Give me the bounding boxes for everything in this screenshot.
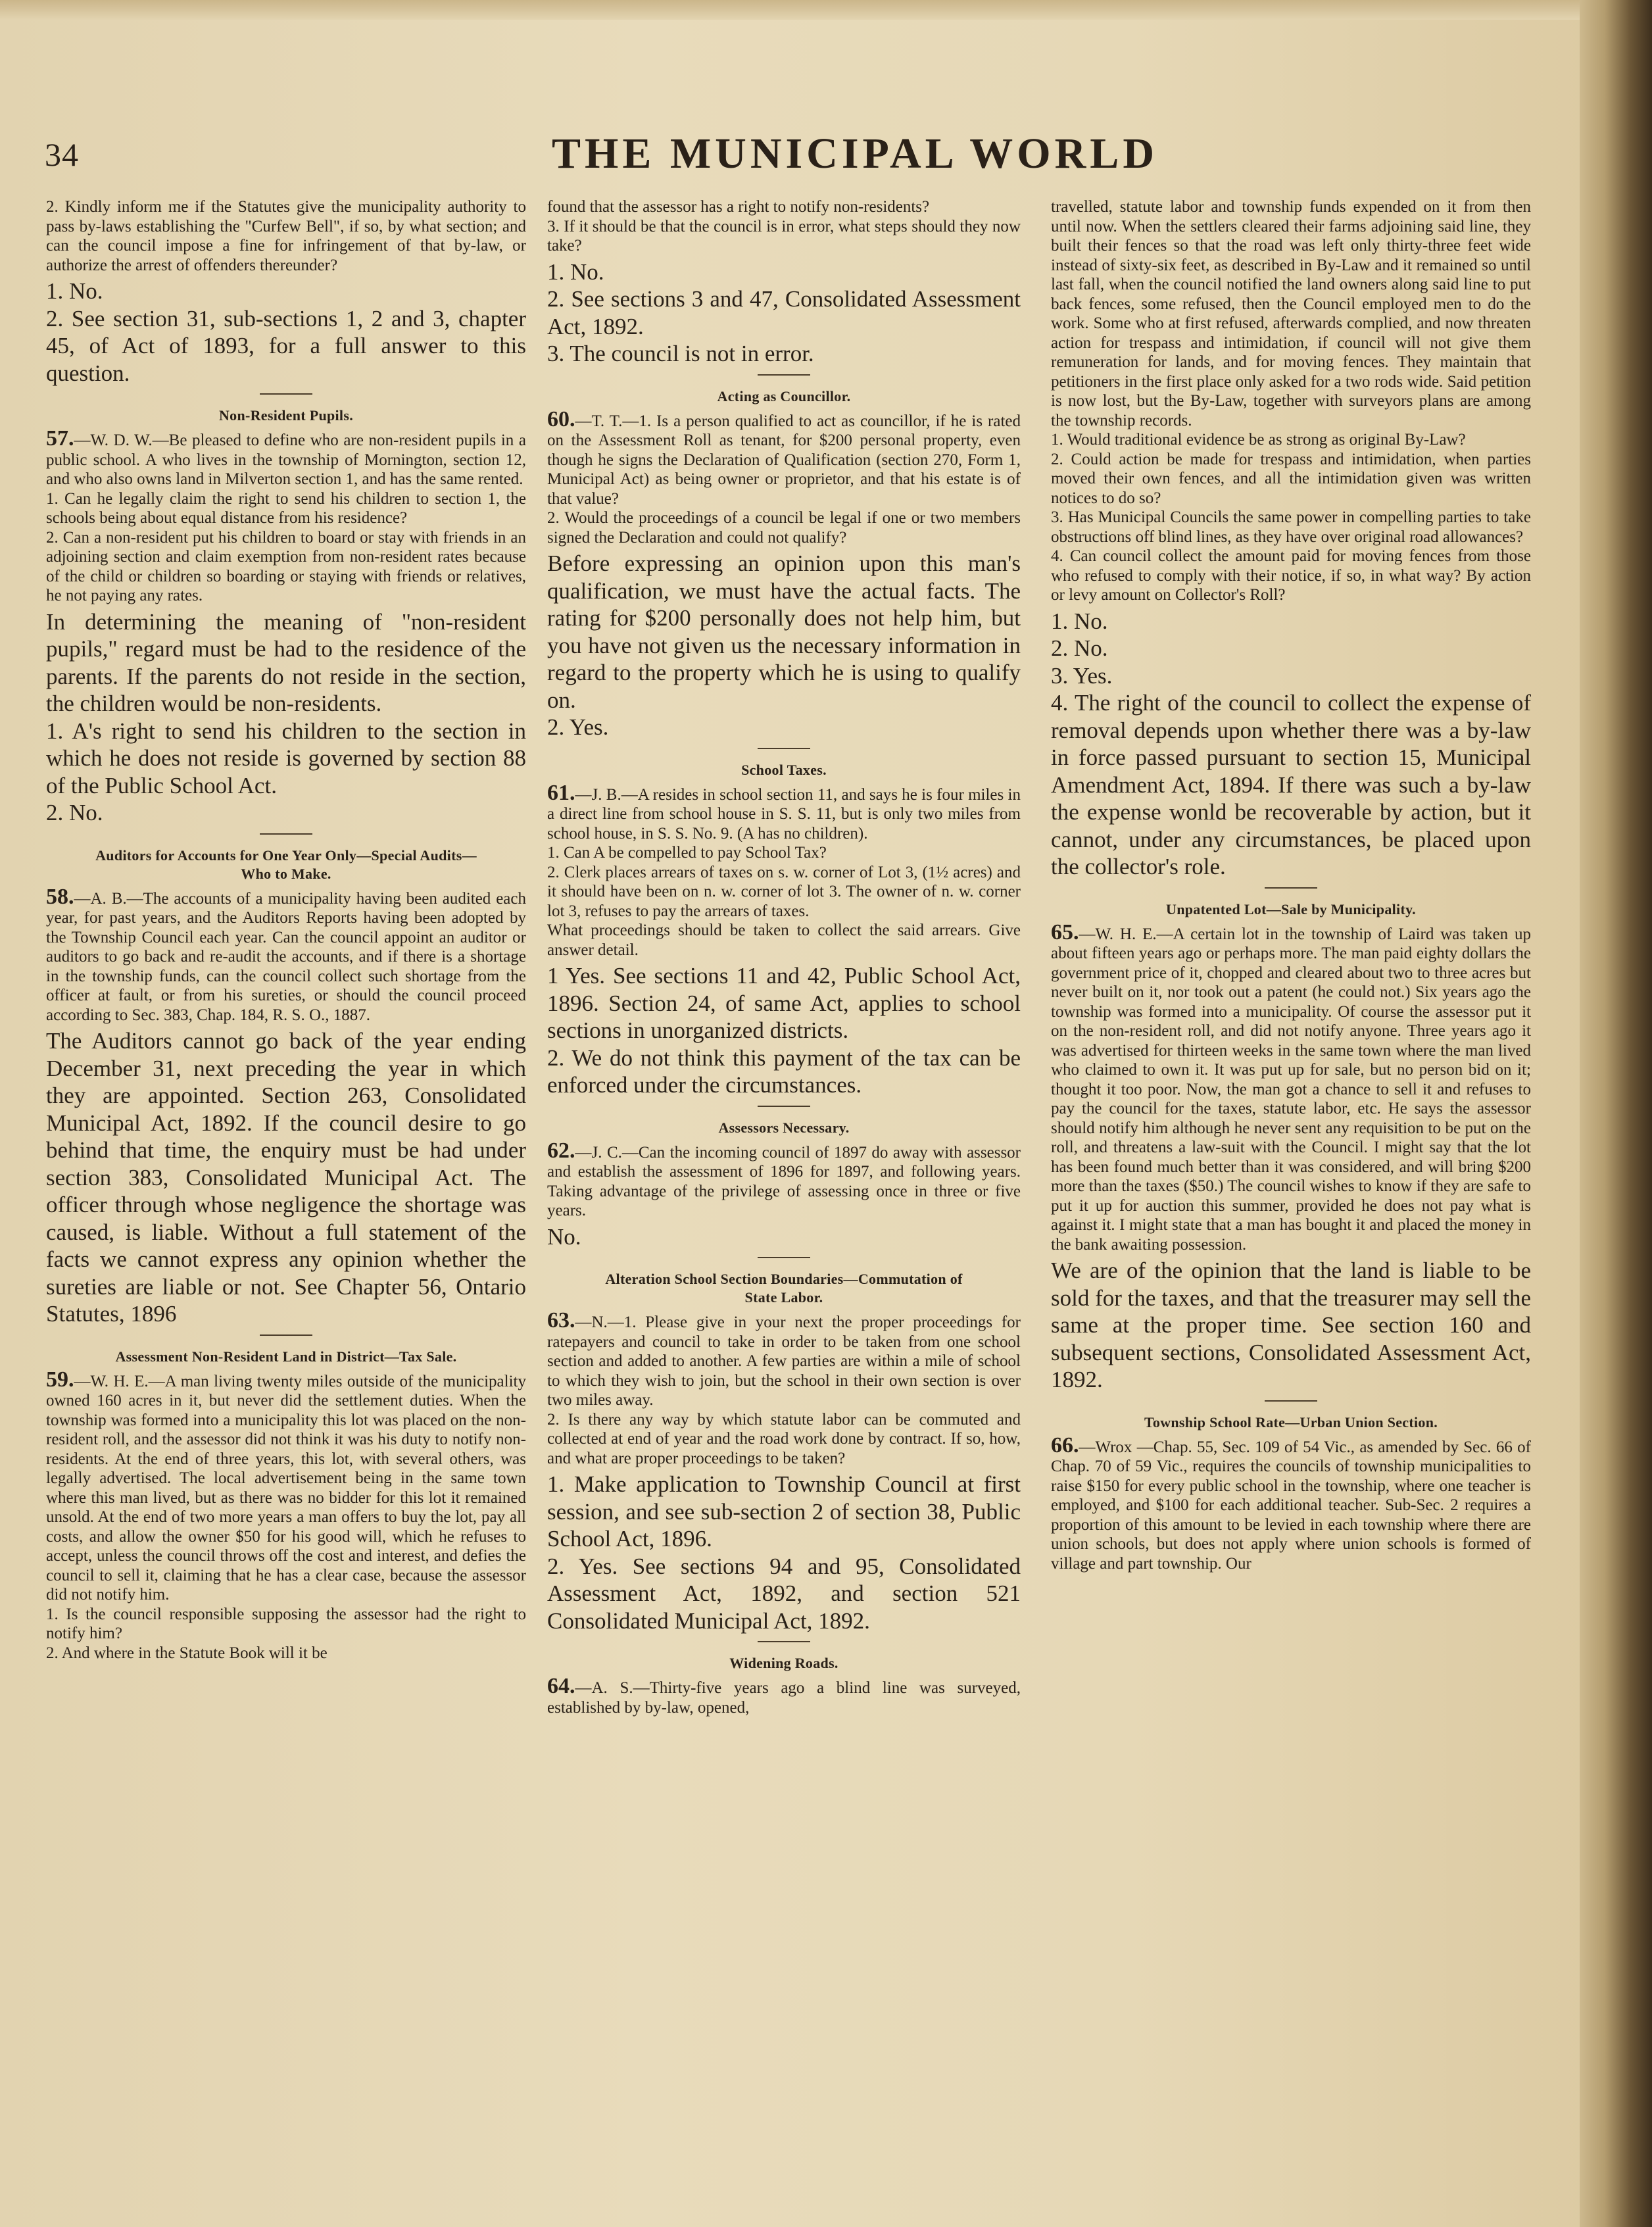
question-text (46, 426, 526, 606)
paragraph-body: —W. D. W.—Be pleased to define who are non-resident pupils in a public school. A who lives in the township of Mornington, section 12, and who also owns land in Milverton section 1, and has the same rented. 1. Can he legally claim the right to send his children to section 1, the schools being about equal distance from his residence? 2. Can a non-resident put his children to board or stay with friends in an adjoining section and claim exemption from non-resident rates because of the child or children so boarding or staying with friends or relatives, he not paying any rates. (46, 431, 526, 604)
answer-text (46, 1027, 526, 1328)
paragraph-body: —J. C.—Can the incoming council of 1897 do away with assessor and establish the assessment of 1896 for 1897, and following years. Taking advantage of the privilege of assessing once in three or five years. (547, 1143, 1021, 1219)
section-heading: Auditors for Accounts for One Year Only—Special Audits— Who to Make. (95, 846, 477, 882)
question-text (547, 406, 1021, 548)
paragraph-body: —W. H. E.—A certain lot in the township of Laird was taken up about fifteen years ago or perhaps more. The man paid eighty dollars the government price of it, chopped and cleared about two to three acres but never built on it, nor took out a patent (he could not.) Six years ago the township was formed into a municipality. Of course the assessor put it on the non-resident roll, and did not notify anyone. Three years ago it was advertised for thirteen weeks in the same town where the man lived who claimed to own it. It was put up for sale, but no person bid on it; thought it too poor. Now, the man got a chance to sell it and refuses to pay the council for the taxes, statute labor, etc. He says the assessor should notify him although he never sent any requisition to be put on the roll, and threatens a law-suit with the Council. I might say that the lot has been found much better than it was considered, and will bring $200 more than the taxes ($50.) The council wishes to know if they are safe to put it up for auction this summer, provided he does not pay what is against it. I might state that a man has bought it and placed the money in the bank awaiting possession. (1051, 925, 1531, 1254)
paragraph-body: —J. B.—A resides in school section 11, and says he is four miles in a direct line from school house in S. S. 11, but is only two miles from school house, in S. S. No. 9. (A has no children). 1. Can A be compelled to pay School Tax? 2. Clerk places arrears of taxes on s. w. corner of Lot 3, (1½ acres) and it should have been on n. w. corner of lot 3. The owner of n. w. corner lot 3, refuses to pay the arrears of taxes. What proceedings should be taken to collect the said arrears. Give answer detail. (547, 785, 1021, 959)
answer-text (1051, 1257, 1531, 1394)
paragraph-body: The Auditors cannot go back of the year ending December 31, next preceding the year in which they are appointed. Section 263, Consolidated Municipal Act, 1892. If the council desire to go behind that time, the enquiry must be had under section 383, Consolidated Municipal Act. The officer through whose negligence the shortage was caused, is liable. Without a full statement of the facts we cannot express any opinion whether the sureties are liable or not. See Chapter 56, Ontario Statutes, 1896 (46, 1028, 526, 1327)
section-heading: Widening Roads. (729, 1655, 838, 1671)
question-number: 58. (46, 884, 74, 909)
question-text (547, 1676, 1021, 1717)
paragraph-body: found that the assessor has a right to notify non-residents? 3. If it should be that the council is in error, what steps should they now take? (547, 198, 1021, 255)
question-text (46, 884, 526, 1025)
paragraph-body: —T. T.—1. Is a person qualified to act as councillor, if he is rated on the Assessment Roll as tenant, for $200 personal property, even though he signs the Declaration of Qualification (section 270, Form 1, Municipal Act) as being owner or proprietor, and that his estate is of that value? 2. Would the proceedings of a council be legal if one or two members signed the Declaration and could not qualify? (547, 412, 1021, 547)
column-right (1051, 197, 1531, 2197)
answer-text (1051, 608, 1531, 881)
section-divider (758, 748, 810, 749)
paragraph-body: 1. No. 2. No. 3. Yes. 4. The right of the council to collect the expense of removal depends upon whether there was a by-law in force passed pursuant to section 15, Municipal Amendment Act, 1894. If there was such a by-law the expense wonld be recoverable by action, but it cannot, under any circumstances, be placed upon the collector's role. (1051, 608, 1531, 879)
paragraph-body: travelled, statute labor and township funds expended on it from then until now. When the settlers cleared their farms adjoining said line, they built their fences so that the road was left only thirty-three feet wide instead of sixty-six feet, as described in By-Law and it remained so until last fall, when the council notified the land owners along said line to put back fences, some refused, then the Council employed men to do the work. Some who at first refused, afterwards complied, and now threaten action for trespass and intimidation, if council will not give them remuneration for lands, and for moving fences. They maintain that petitioners in the first place only asked for a two rods wide. Said petition is now lost, but the By-Law, together with surveyors plans are among the township records. 1. Would traditional evidence be as strong as original By-Law? 2. Could action be made for trespass and intimidation, when parties moved their own fences, and all the intimidation given was written notices to do so? 3. Has Municipal Councils the same power in compelling parties to take obstructions off blind lines, as they have over original road allowances? 4. Can council collect the amount paid for moving fences from those who refused to comply with their notice, if so, in what way? By action or levy amount on Collector's Roll? (1051, 198, 1531, 604)
paragraph-body: We are of the opinion that the land is liable to be sold for the taxes, and that the treasurer may sell the same at the proper time. See section 160 and subsequent sections, Consolidated Assessment Act, 1892. (1051, 1258, 1531, 1392)
section-divider (758, 1257, 810, 1258)
paragraph-body: —N.—1. Please give in your next the proper proceedings for ratepayers and council to take in order to be taken from one school section and added to another. A few parties are within a mile of school to which they wish to join, but the school in their own section is over two miles away. 2. Is there any way by which statute labor can be commuted and collected at end of year and the road work done by contract. If so, how, and what are proper proceedings to be taken? (547, 1313, 1021, 1467)
section-heading: Non-Resident Pupils. (218, 407, 354, 424)
question-text (547, 780, 1021, 960)
question-number: 57. (46, 426, 74, 451)
question-text (46, 1367, 526, 1663)
question-text (547, 197, 1021, 256)
paragraph-body: —Wrox —Chap. 55, Sec. 109 of 54 Vic., as amended by Sec. 66 of Chap. 70 of 59 Vic., requires the councils of township municipalities to raise $150 for every public school in the township, where one teacher is employed, and $100 for each additional teacher. Sub-Sec. 2 requires a proportion of this amount to be levied in each township where there are union schools, but does not apply where union schools is formed of village and part township. Our (1051, 1438, 1531, 1573)
answer-text (46, 608, 526, 827)
question-text (46, 197, 526, 275)
section-divider (260, 833, 312, 835)
paragraph-body: In determining the meaning of "non-resident pupils," regard must be had to the residence of the parents. If the parents do not reside in the section, the children would be non-residents. 1. A's right to send his children to the section in which he does not reside is governed by section 88 of the Public School Act. 2. No. (46, 608, 526, 825)
section-divider (758, 1106, 810, 1107)
answer-text (547, 258, 1021, 368)
paragraph-body: 1. No. 2. See sections 3 and 47, Consolidated Assessment Act, 1892. 3. The council is not in error. (547, 258, 1021, 366)
question-number: 66. (1051, 1432, 1079, 1457)
paragraph-body: 1. No. 2. See section 31, sub-sections 1, 2 and 3, chapter 45, of Act of 1893, for a full answer to this question. (46, 278, 526, 386)
question-number: 61. (547, 780, 575, 805)
section-heading: Acting as Councillor. (717, 387, 851, 404)
page-title: THE MUNICIPAL WORLD (552, 130, 1158, 178)
section-divider (260, 393, 312, 395)
question-number: 63. (547, 1308, 575, 1333)
section-heading: Alteration School Section Boundaries—Commutation of State Labor. (605, 1271, 963, 1306)
section-heading: Assessors Necessary. (718, 1119, 850, 1136)
answer-text (547, 962, 1021, 1099)
paragraph-body: 2. Kindly inform me if the Statutes give the municipality authority to pass by-laws establishing the "Curfew Bell", if so, by what section; and can the council impose a fine for infringement of that by-law, or authorize the arrest of offenders thereunder? (46, 198, 526, 274)
question-number: 64. (547, 1674, 575, 1698)
section-divider (260, 1334, 312, 1336)
paragraph-body: 1. Make application to Township Council at first session, and see sub-section 2 of section 38, Public School Act, 1896. 2. Yes. See sections 94 and 95, Consolidated Assessment Act, 1892, and section 521 Consolidated Municipal Act, 1892. (547, 1471, 1021, 1634)
section-heading: Unpatented Lot—Sale by Municipality. (1166, 900, 1416, 918)
section-divider (1265, 887, 1317, 889)
column-left (46, 197, 526, 2197)
question-text (1051, 197, 1531, 605)
page-top-edge (0, 0, 1605, 20)
paragraph-body: Before expressing an opinion upon this man's qualification, we must have the actual facts. The rating for $200 personally does not help him, but you have not given us the necessary information in regard to the property which he is using to qualify on. 2. Yes. (547, 551, 1021, 740)
book-spine (1580, 0, 1652, 2227)
answer-text (547, 550, 1021, 741)
section-divider (1265, 1400, 1317, 1402)
question-number: 59. (46, 1367, 74, 1392)
paragraph-body: No. (547, 1223, 581, 1250)
section-heading: Township School Rate—Urban Union Section. (1144, 1413, 1438, 1431)
answer-text (547, 1471, 1021, 1634)
question-text (547, 1138, 1021, 1221)
section-divider (758, 374, 810, 376)
question-number: 60. (547, 406, 575, 431)
section-divider (758, 1641, 810, 1642)
column-middle (547, 197, 1021, 2197)
question-text (547, 1308, 1021, 1468)
question-number: 62. (547, 1138, 575, 1163)
answer-text (547, 1223, 1021, 1251)
page-number: 34 (45, 136, 79, 173)
paragraph-body: —A. S.—Thirty-five years ago a blind line was surveyed, established by by-law, opened, (547, 1679, 1021, 1717)
question-text (1051, 919, 1531, 1255)
question-text (1051, 1432, 1531, 1574)
paragraph-body: —W. H. E.—A man living twenty miles outside of the municipality owned 160 acres in it, but never did the settlement duties. When the township was formed into a municipality this lot was placed on the non-resident roll, and the assessor did not think it was his duty to notify non-residents. At the end of three years, this lot, with several others, was legally advertised. The local advertisement being in the same town where this man lived, but as there was no bidder for this lot it remained unsold. At the end of two more years a man offers to buy the lot, pay all costs, and allow the owner $50 for his good will, which he refuses to accept, unless the council throws off the cost and interest, and defies the council to sell it, claiming that he has a clear case, because the assessor did not notify him. 1. Is the council responsible supposing the assessor had the right to notify him? 2. And where in the Statute Book will it be (46, 1372, 526, 1662)
paragraph-body: 1 Yes. See sections 11 and 42, Public School Act, 1896. Section 24, of same Act, applies to school sections in unorganized districts. 2. We do not think this payment of the tax can be enforced under the circumstances. (547, 963, 1021, 1098)
question-number: 65. (1051, 919, 1079, 944)
answer-text (46, 278, 526, 387)
paragraph-body: —A. B.—The accounts of a municipality having been audited each year, for past years, and the Auditors Reports having been adopted by the Township Council each year. Can the council appoint an auditor or auditors to go back and re-audit the accounts, and if there is a shortage in the township funds, can the council collect such shortage from the officer at fault, or from his sureties, or should the council proceed according to Sec. 383, Chap. 184, R. S. O., 1887. (46, 889, 526, 1024)
section-heading: School Taxes. (741, 761, 827, 778)
section-heading: Assessment Non-Resident Land in District—Tax Sale. (115, 1348, 457, 1365)
